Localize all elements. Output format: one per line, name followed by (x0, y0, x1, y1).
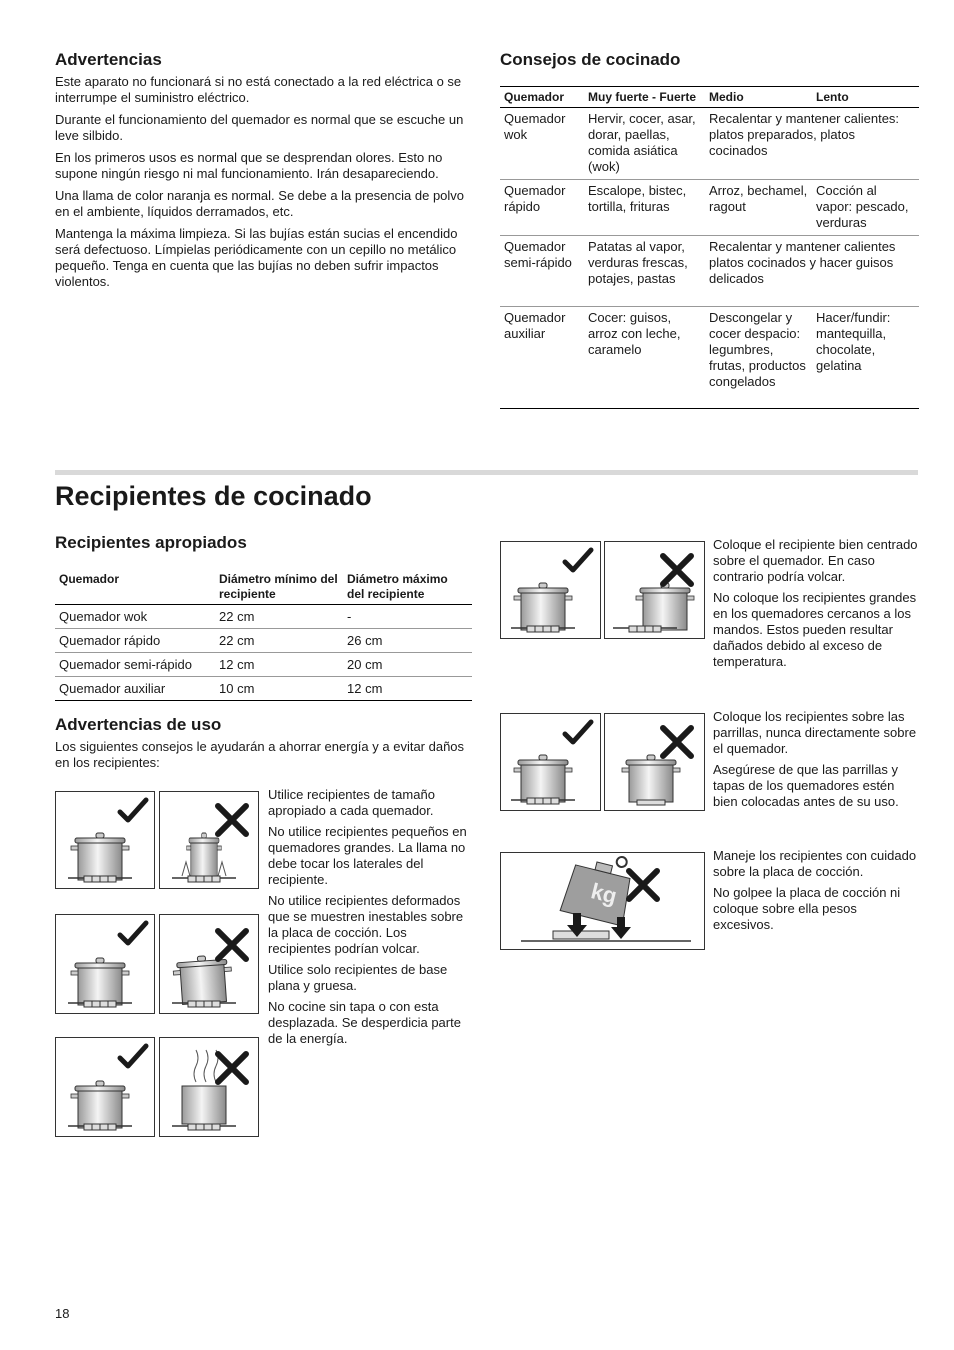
check-icon (120, 1046, 146, 1066)
cell-max: 20 cm (347, 657, 383, 672)
uso-tip: No utilice recipientes pequeños en quemadores grandes. La llama no debe tocar los laterales del recipiente. (268, 824, 467, 887)
advertencias-section (55, 50, 471, 296)
apropiados-heading: Recipientes apropiados (55, 533, 247, 552)
apropiados-table (55, 569, 472, 701)
advertencias-paragraph: Mantenga la máxima limpieza. Si las bujías están sucias el encendido será defectuoso. Límpielas periódicamente con un cepillo no metálico pequeño. Tenga en cuenta que las bujías no deben sufrir impactos violentos. (55, 226, 458, 289)
consejos-heading: Consejos de cocinado (500, 50, 681, 69)
kg-label: kg (588, 878, 620, 909)
header-diametro-max: Diámetro máximo del recipiente (347, 572, 448, 601)
apropiados-section (55, 533, 472, 701)
advertencias-paragraph: En los primeros usos es normal que se desprendan olores. Esto no supone ningún riesgo ni mal funcionamiento. Irán desapareciendo. (55, 150, 443, 181)
page-number: 18 (55, 1306, 70, 1321)
uso-left-texts (268, 787, 472, 1052)
advertencias-heading: Advertencias (55, 50, 162, 69)
pot-flat-base-illustration (55, 914, 155, 1014)
check-icon (120, 923, 146, 943)
uso-tip: Coloque el recipiente bien centrado sobre el quemador. En caso contrario podría volcar. (713, 537, 918, 584)
pot-with-lid-illustration (55, 1037, 155, 1137)
cell-burner: Quemador rápido (59, 633, 161, 648)
cell-burner: Quemador auxiliar (59, 681, 166, 696)
header-lento: Lento (816, 90, 849, 104)
advertencias-paragraph: Una llama de color naranja es normal. Se debe a la presencia de polvo en el ambiente, líquidos derramados, etc. (55, 188, 465, 219)
uso-tip: Asegúrese de que las parrillas y tapas de los quemadores estén bien colocadas antes de su uso. (713, 762, 899, 809)
cross-icon (663, 556, 691, 584)
table-row (500, 236, 919, 307)
cell-max: 26 cm (347, 633, 383, 648)
cell-strong: Hervir, cocer, asar, dorar, paellas, comida asiática (wok) (588, 111, 696, 174)
uso-tip: No golpee la placa de cocción ni coloque sobre ella pesos excesivos. (713, 885, 901, 932)
header-fuerte: Muy fuerte - Fuerte (588, 90, 697, 104)
advertencias-paragraph: Este aparato no funcionará si no está conectado a la red eléctrica o se interrumpe el suministro eléctrico. (55, 74, 462, 105)
cross-icon (629, 871, 657, 899)
table-row (55, 677, 472, 701)
uso-right-texts-1 (713, 537, 919, 675)
cell-strong: Patatas al vapor, verduras frescas, potajes, pastas (588, 239, 688, 286)
cell-min: 22 cm (219, 609, 255, 624)
cell-slow: Cocción al vapor: pescado, verduras (816, 183, 909, 230)
table-row (55, 653, 472, 677)
uso-section (55, 715, 472, 777)
uso-heading: Advertencias de uso (55, 715, 222, 734)
cell-burner: Quemador wok (59, 609, 148, 624)
cross-icon (218, 931, 246, 959)
cell-max: 12 cm (347, 681, 383, 696)
cell-medium-slow: Recalentar y mantener calientes: platos preparados, platos cocinados (709, 111, 900, 158)
header-quemador: Quemador (59, 572, 120, 586)
header-quemador: Quemador (504, 90, 565, 104)
check-icon (565, 550, 591, 570)
uso-right-texts-3 (713, 848, 919, 938)
uso-tip: Coloque los recipientes sobre las parrillas, nunca directamente sobre el quemador. (713, 709, 917, 756)
uso-intro: Los siguientes consejos le ayudarán a ahorrar energía y a evitar daños en los recipientes: (55, 739, 465, 770)
pot-off-center-illustration (604, 541, 705, 639)
cross-icon (663, 728, 691, 756)
header-medio: Medio (709, 90, 744, 104)
table-header-row (500, 87, 919, 108)
table-row (500, 108, 919, 180)
uso-tip: Maneje los recipientes con cuidado sobre la placa de cocción. (713, 848, 917, 879)
table-row (55, 629, 472, 653)
consejos-section (500, 50, 919, 409)
uso-tip: No coloque los recipientes grandes en los quemadores cercanos a los mandos. Estos pueden resultar dañados debido al exceso de temperatura. (713, 590, 917, 669)
uso-tip: No cocine sin tapa o con esta desplazada. Se desperdicia parte de la energía. (268, 999, 461, 1046)
pot-too-small-illustration (159, 791, 259, 889)
cell-slow: Hacer/fundir: mantequilla, chocolate, gelatina (816, 310, 891, 373)
cell-medium: Arroz, bechamel, ragout (709, 183, 808, 214)
cell-min: 10 cm (219, 681, 255, 696)
cross-icon (218, 1054, 246, 1082)
section-divider (55, 470, 918, 475)
cell-medium-slow: Recalentar y mantener calientes platos cocinados y hacer guisos delicados (709, 239, 896, 286)
pot-correct-size-illustration (55, 791, 155, 889)
cell-min: 22 cm (219, 633, 255, 648)
cell-burner: Quemador semi-rápido (504, 239, 572, 270)
cross-icon (218, 806, 246, 834)
consejos-table (500, 86, 919, 409)
uso-tip: No utilice recipientes deformados que se muestren inestables sobre la placa de cocción. Los recipientes podrían volcar. (268, 893, 464, 956)
pot-on-grate-illustration (500, 713, 601, 811)
cell-strong: Escalope, bistec, tortilla, frituras (588, 183, 687, 214)
table-row (500, 307, 919, 409)
uso-tip: Utilice solo recipientes de base plana y gruesa. (268, 962, 448, 993)
cell-burner: Quemador wok (504, 111, 566, 142)
heavy-weight-illustration (500, 852, 705, 950)
check-icon (120, 800, 146, 820)
uso-tip: Utilice recipientes de tamaño apropiado a cada quemador. (268, 787, 435, 818)
cell-max: - (347, 609, 352, 624)
pot-on-burner-illustration (604, 713, 705, 811)
cell-strong: Cocer: guisos, arroz con leche, caramelo (588, 310, 681, 357)
header-diametro-min: Diámetro mínimo del recipiente (219, 572, 338, 601)
recipientes-heading: Recipientes de cocinado (55, 481, 372, 511)
advertencias-paragraph: Durante el funcionamiento del quemador es normal que se escuche un leve silbido. (55, 112, 464, 143)
pot-centered-illustration (500, 541, 601, 639)
uso-right-texts-2 (713, 709, 919, 815)
pot-deformed-illustration (159, 914, 259, 1014)
cell-medium: Descongelar y cocer despacio: legumbres, frutas, productos congelados (709, 310, 806, 389)
cell-burner: Quemador rápido (504, 183, 566, 214)
table-row (500, 180, 919, 236)
table-header-row (55, 569, 472, 605)
table-row (55, 605, 472, 629)
cell-burner: Quemador semi-rápido (59, 657, 192, 672)
check-icon (565, 722, 591, 742)
pot-without-lid-illustration (159, 1037, 259, 1137)
cell-burner: Quemador auxiliar (504, 310, 566, 341)
cell-min: 12 cm (219, 657, 255, 672)
